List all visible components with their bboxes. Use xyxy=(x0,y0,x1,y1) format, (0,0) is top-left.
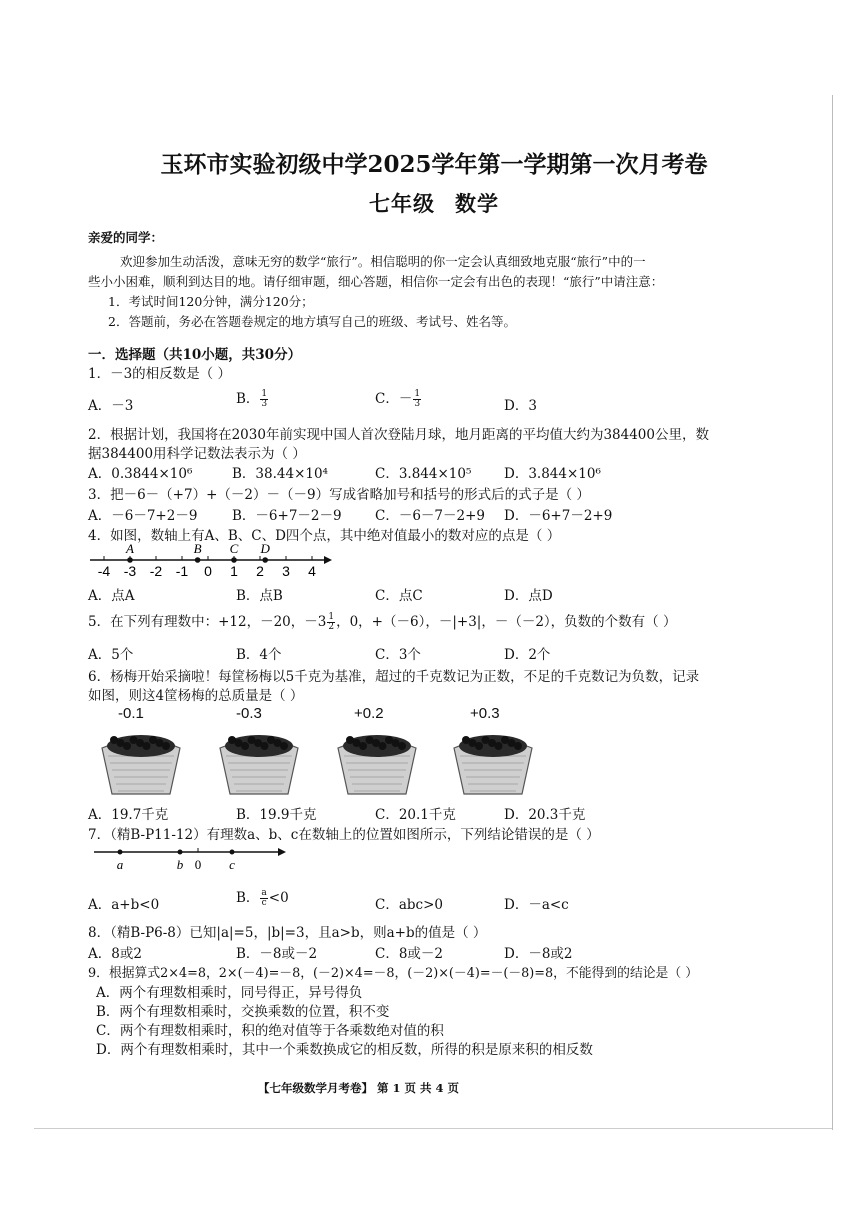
q5-option-b: B．4个 xyxy=(236,647,282,663)
basket-photo xyxy=(448,724,538,796)
greeting: 亲爱的同学： xyxy=(88,230,164,245)
bayberry xyxy=(379,742,387,750)
bayberry xyxy=(241,742,249,750)
point-c xyxy=(230,850,235,855)
exam-subtitle xyxy=(0,188,868,218)
point-label: c xyxy=(229,857,235,872)
q7-option-a: A．a+b<0 xyxy=(88,897,160,913)
q4-option-b: B．点B xyxy=(236,588,283,604)
q9-stem: 9．根据算式2×4=8，2×(－4)=－8，(－2)×4=－8，(－2)×(－4)=－(－8)=8，不能得到的结论是（ ） xyxy=(88,966,698,981)
q2-option-a: A．0.3844×10⁶ xyxy=(88,466,193,482)
point-label: D xyxy=(260,541,270,556)
bayberry xyxy=(514,742,522,750)
bayberry xyxy=(495,742,503,750)
q2-stem-line-2: 据384400用科学记数法表示为（ ） xyxy=(88,446,306,462)
basket-weight-label: -0.3 xyxy=(236,705,262,722)
point-label: b xyxy=(176,857,184,872)
bayberry xyxy=(261,742,269,750)
intro-note-2: 2．答题前，务必在答题卷规定的地方填写自己的班级、考试号、姓名等。 xyxy=(108,314,516,329)
point-label: 0 xyxy=(194,857,202,872)
intro-note-1: 1．考试时间120分钟，满分120分； xyxy=(108,294,314,309)
point-label: B xyxy=(193,541,202,556)
tick-label: -1 xyxy=(175,563,189,579)
tick-label: -2 xyxy=(149,563,163,579)
point-a xyxy=(127,557,133,563)
tick-label: 0 xyxy=(204,563,212,579)
exam-title: 玉环市实验初级中学2025学年第一学期第一次月考卷 xyxy=(160,151,708,178)
bayberry xyxy=(123,742,131,750)
basket-weight-label: +0.2 xyxy=(354,705,384,722)
intro-paragraph-1: 欢迎参加生动活泼，意味无穷的数学“旅行”。相信聪明的你一定会认真细致地克服“旅行”中的一 xyxy=(120,254,646,269)
q2-option-c: C．3.844×10⁵ xyxy=(375,466,472,482)
basket-weight-label: -0.1 xyxy=(118,705,144,722)
scan-edge-bottom xyxy=(34,1128,832,1129)
point-label: C xyxy=(229,541,239,556)
q8-stem: 8．（精B-P6-8）已知|a|=5，|b|=3，且a>b，则a+b的值是（ ） xyxy=(88,925,487,941)
q8-option-c: C．8或－2 xyxy=(375,946,444,962)
q8-option-b: B．－8或－2 xyxy=(236,946,318,962)
point-c xyxy=(231,557,237,563)
tick-label: -3 xyxy=(123,563,137,579)
point-a xyxy=(118,850,123,855)
q3-option-c: C．－6－7－2+9 xyxy=(375,508,485,524)
bayberry xyxy=(143,742,151,750)
q4-option-c: C．点C xyxy=(375,588,423,604)
q7-option-d: D．－a<c xyxy=(504,897,569,913)
q7-stem: 7．（精B-P11-12）有理数a、b、c在数轴上的位置如图所示，下列结论错误的是（ ） xyxy=(88,827,600,843)
q4-number-line xyxy=(86,538,336,582)
q5-option-d: D．2个 xyxy=(504,647,551,663)
q8-option-a: A．8或2 xyxy=(88,946,142,962)
q7-option-b: B． $\frac{a}{c}$ <0 xyxy=(236,888,289,908)
q7-number-line xyxy=(92,840,292,876)
q1-option-c: C．－ $\frac{1}{3}$ xyxy=(375,389,421,409)
point-b xyxy=(178,850,183,855)
q1-option-d: D．3 xyxy=(504,398,537,414)
q4-stem: 4．如图，数轴上有A、B、C、D四个点，其中绝对值最小的数对应的点是（ ） xyxy=(88,528,561,544)
intro-paragraph-2: 些小小困难，顺利到达目的地。请仔细审题，细心答题，相信你一定会有出色的表现！“旅行”中请注意： xyxy=(88,274,664,289)
basket-photo xyxy=(96,724,186,796)
basket-photo xyxy=(332,724,422,796)
tick-label: 3 xyxy=(282,563,290,579)
q6-option-a: A．19.7千克 xyxy=(88,807,169,823)
tick-label: 1 xyxy=(230,563,238,579)
bayberry xyxy=(359,742,367,750)
tick-label: 4 xyxy=(308,563,316,579)
scan-edge-right xyxy=(832,95,833,1130)
q6-stem-line-2: 如图，则这4筐杨梅的总质量是（ ） xyxy=(88,688,304,704)
q5-option-a: A．5个 xyxy=(88,647,134,663)
q2-option-d: D．3.844×10⁶ xyxy=(504,466,601,482)
q6-stem-line-1: 6．杨梅开始采摘啦！每筐杨梅以5千克为基准，超过的千克数记为正数，不足的千克数记为负数，记录 xyxy=(88,669,700,685)
q2-option-b: B．38.44×10⁴ xyxy=(232,466,328,482)
bayberry xyxy=(398,742,406,750)
q8-option-d: D．－8或2 xyxy=(504,946,573,962)
q1-stem: 1．－3的相反数是（ ） xyxy=(88,366,231,382)
q9-option-a: A．两个有理数相乘时，同号得正，异号得负 xyxy=(96,985,363,1001)
bayberry xyxy=(475,742,483,750)
q7-option-c: C．abc>0 xyxy=(375,897,443,913)
q9-option-b: B．两个有理数相乘时，交换乘数的位置，积不变 xyxy=(96,1004,390,1020)
point-label: a xyxy=(116,857,124,872)
axis-arrow xyxy=(324,556,332,564)
q3-stem: 3．把－6－（+7）+（－2）－（－9）写成省略加号和括号的形式后的式子是（ ） xyxy=(88,487,590,503)
section-heading: 一．选择题（共10小题，共30分） xyxy=(88,347,302,363)
q1-option-b: B． $\frac{1}{3}$ xyxy=(236,389,268,409)
q3-option-b: B．－6+7－2－9 xyxy=(232,508,342,524)
page-footer: 【七年级数学月考卷】 第 1 页 共 4 页 xyxy=(258,1081,460,1095)
q6-option-c: C．20.1千克 xyxy=(375,807,456,823)
q9-option-d: D．两个有理数相乘时，其中一个乘数换成它的相反数，所得的积是原来积的相反数 xyxy=(96,1042,593,1058)
grade-label: 七年级 xyxy=(369,191,435,216)
point-label: A xyxy=(126,541,134,556)
axis-arrow xyxy=(278,848,286,856)
subject-label: 数学 xyxy=(455,191,499,216)
q3-option-a: A．－6－7+2－9 xyxy=(88,508,198,524)
q6-option-b: B．19.9千克 xyxy=(236,807,317,823)
basket-photo xyxy=(214,724,304,796)
q4-option-d: D．点D xyxy=(504,588,553,604)
q2-stem-line-1: 2．根据计划，我国将在2030年前实现中国人首次登陆月球，地月距离的平均值大约为384400公里，数 xyxy=(88,427,709,443)
bayberry xyxy=(162,742,170,750)
q5-stem: 5．在下列有理数中：+12，－20，－3 $\frac{1}{2}$ ，0，+（－6），－|+3|，－（－2），负数的个数有（ ） xyxy=(88,612,677,632)
q6-option-d: D．20.3千克 xyxy=(504,807,586,823)
q3-option-d: D．－6+7－2+9 xyxy=(504,508,613,524)
bayberry xyxy=(280,742,288,750)
q4-option-a: A．点A xyxy=(88,588,135,604)
basket-weight-label: +0.3 xyxy=(470,705,500,722)
point-d xyxy=(262,557,268,563)
q9-option-c: C．两个有理数相乘时，积的绝对值等于各乘数绝对值的积 xyxy=(96,1023,444,1039)
tick-label: -4 xyxy=(97,563,111,579)
q5-option-c: C．3个 xyxy=(375,647,421,663)
point-b xyxy=(195,557,201,563)
q1-option-a: A．－3 xyxy=(88,398,134,414)
tick-label: 2 xyxy=(256,563,264,579)
